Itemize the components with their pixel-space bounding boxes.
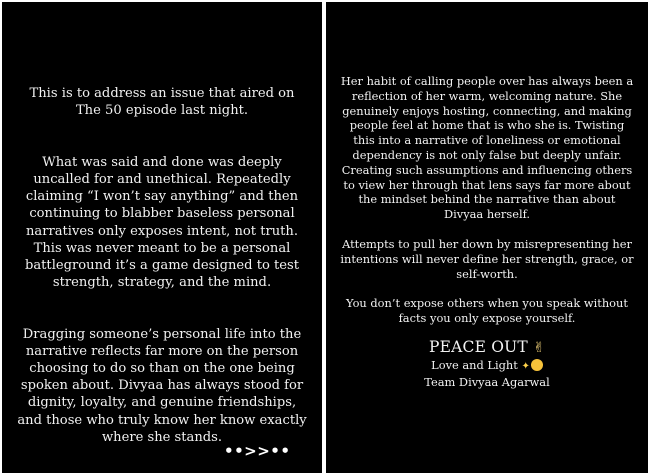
left-paragraph-1: This is to address an issue that aired on The 50 episode last night. bbox=[29, 86, 295, 119]
story-panel-right bbox=[326, 2, 648, 473]
victory-hand-icon: ✌ bbox=[533, 340, 546, 356]
love-and-light-line bbox=[326, 358, 648, 375]
signoff bbox=[326, 338, 648, 389]
right-paragraph-1: Her habit of calling people over has always been a reflection of her warm, welcoming nature. She genuinely enjoys hosting, connecting, and making people feel at home that is who she is. Twisting this into a narrative of loneliness or emotional dependency is not only false but deeply unfair. Creating such assumptions and influencing others to view her through that lens says far more about the mindset behind the narrative than about Divyaa herself. bbox=[340, 74, 634, 222]
next-arrows-icon: ••>>•• bbox=[224, 442, 291, 460]
story-panel-left bbox=[2, 2, 322, 473]
hugging-face-icon bbox=[531, 359, 543, 371]
sparkles-icon: ✦ bbox=[521, 361, 530, 372]
left-paragraph-3: Dragging someone’s personal life into the narrative reflects far more on the person choosing to do so than on the one being spoken about. Divyaa has always stood for dignity, loyalty, and genuine friendships, and those who truly know her know exactly where she stands. bbox=[17, 326, 307, 445]
peace-out-text: PEACE OUT bbox=[428, 338, 528, 356]
love-and-light-text: Love and Light bbox=[431, 358, 518, 372]
left-statement bbox=[16, 68, 308, 475]
left-paragraph-2: What was said and done was deeply uncalled for and unethical. Repeatedly claiming “I won’t say anything” and then continuing to blabber baseless personal narratives only exposes intent, not truth. This was never meant to be a personal battleground it’s a game designed to test strength, strategy, and the mind. bbox=[24, 154, 299, 291]
team-signature: Team Divyaa Agarwal bbox=[424, 374, 550, 389]
right-paragraph-2: Attempts to pull her down by misrepresenting her intentions will never define her strength, grace, or self-worth. bbox=[340, 236, 634, 281]
right-paragraph-3: You don’t expose others when you speak without facts you only expose yourself. bbox=[346, 296, 628, 326]
right-statement bbox=[340, 74, 634, 341]
peace-out-line bbox=[326, 338, 648, 358]
